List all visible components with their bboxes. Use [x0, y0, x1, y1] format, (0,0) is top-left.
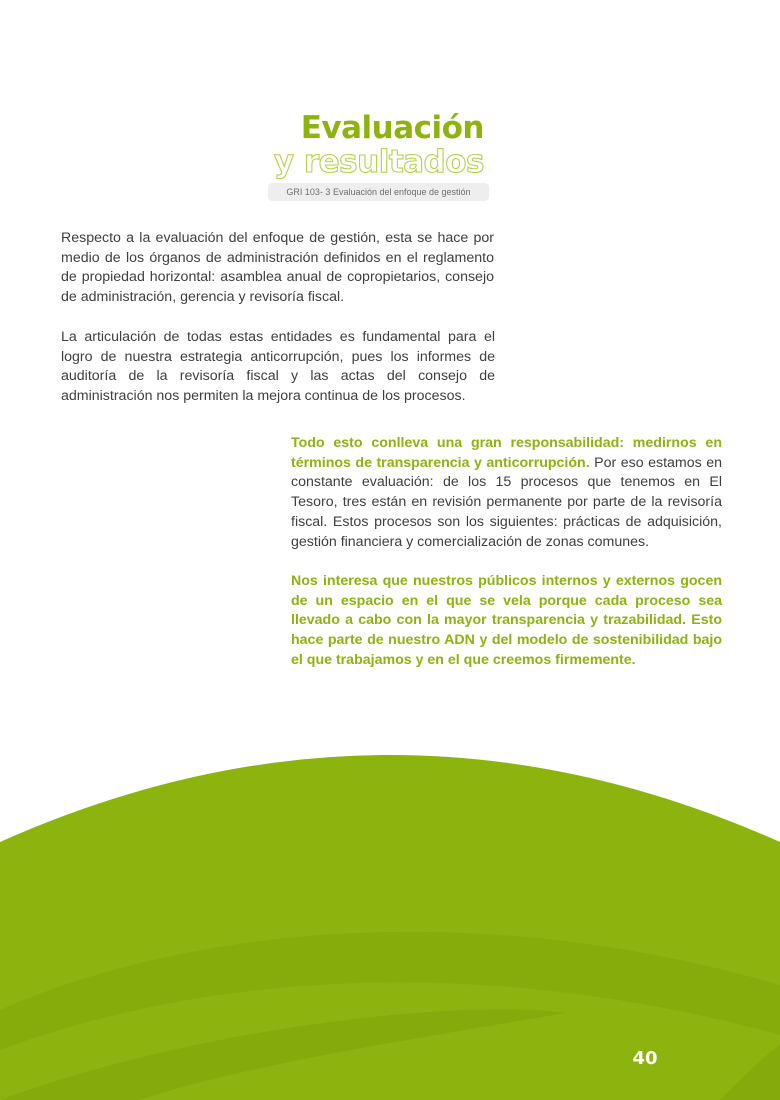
page-number: 40: [632, 1048, 658, 1069]
title-resultados: y resultados: [273, 144, 484, 180]
title-evaluacion: Evaluación: [300, 110, 484, 146]
paragraph-responsibility: [291, 434, 722, 552]
paragraph-responsibility-body: Por eso estamos en constante evaluación: de los 15 procesos que tenemos en El Tesoro, tres están en revisión permanente por parte de la revisoría fiscal. Estos procesos son los siguientes: prácticas de adquisición, gestión financiera y comercialización de zonas comunes.: [291, 454, 722, 550]
gri-reference-tag: GRI 103- 3 Evaluación del enfoque de gestión: [268, 183, 489, 201]
paragraph-articulation: La articulación de todas estas entidades es fundamental para el logro de nuestra estrategia anticorrupción, pues los informes de auditoría de la revisoría fiscal y las actas del consejo de administración nos permiten la mejora continua de los procesos.: [61, 329, 495, 405]
highlight-responsibility: Todo esto conlleva una gran responsabilidad: medirnos en términos de transparencia y anticorrupción.: [291, 435, 722, 471]
paragraph-evaluation-intro: Respecto a la evaluación del enfoque de gestión, esta se hace por medio de los órganos de administración definidos en el reglamento de propiedad horizontal: asamblea anual de copropietarios, consejo de administración, gerencia y revisoría fiscal.: [61, 230, 494, 306]
paragraph-highlight-transparency: Nos interesa que nuestros públicos internos y externos gocen de un espacio en el que se vela porque cada proceso sea llevado a cabo con la mayor transparencia y trazabilidad. Esto hace parte de nuestro ADN y del modelo de sostenibilidad bajo el que trabajamos y en el que creemos firmemente.: [291, 573, 722, 668]
section-title: [274, 110, 484, 178]
